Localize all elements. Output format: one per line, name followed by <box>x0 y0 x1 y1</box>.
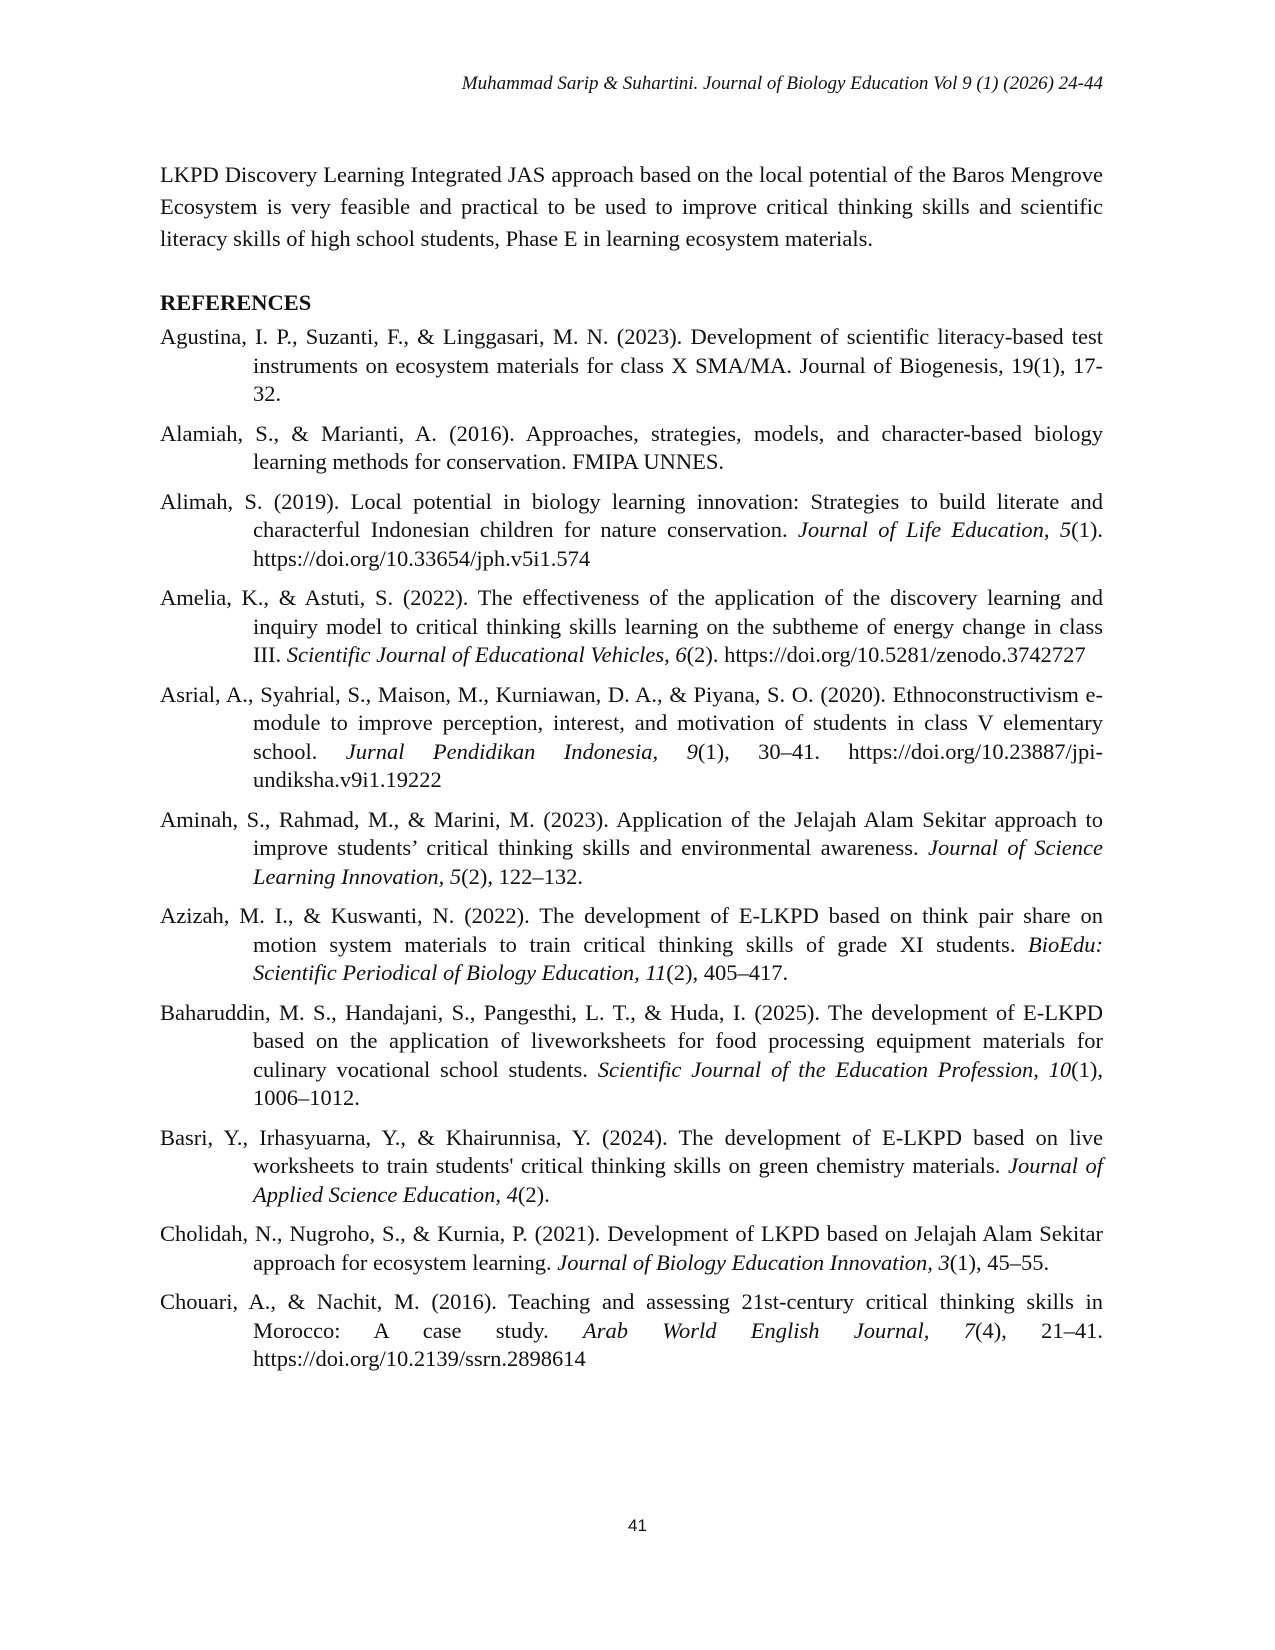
reference-journal: Scientific Journal of the Education Profession, 10 <box>597 1056 1072 1082</box>
reference-text: Amelia, K., & Astuti, S. (2022). The effectiveness of the application of the discovery learning and inquiry model to critical thinking skills learning on the subtheme of energy change in class III. <box>160 585 1103 667</box>
reference-tail: (1), 30–41. https://doi.org/10.23887/jpi-undiksha.v9i1.19222 <box>253 738 1103 792</box>
reference-text: Asrial, A., Syahrial, S., Maison, M., Kurniawan, D. A., & Piyana, S. O. (2020). Ethnoconstructivism e-module to improve perception, interest, and motivation of students in class V elementary school. <box>160 681 1103 764</box>
reference-text: Baharuddin, M. S., Handajani, S., Pangesthi, L. T., & Huda, I. (2025). The development of E-LKPD based on the application of liveworksheets for food processing equipment materials for culinary vocational school students. <box>160 999 1103 1082</box>
running-head: Muhammad Sarip & Suhartini. Journal of Biology Education Vol 9 (1) (2026) 24-44 <box>461 73 1103 94</box>
reference-text: Azizah, M. I., & Kuswanti, N. (2022). The development of E-LKPD based on think pair share on motion system materials to train critical thinking skills of grade XI students. <box>160 903 1103 957</box>
reference-tail: (2), 405–417. <box>666 960 789 985</box>
reference-tail: (4), 21–41. https://doi.org/10.2139/ssrn.2898614 <box>253 1317 1103 1371</box>
reference-text: Agustina, I. P., Suzanti, F., & Linggasari, M. N. (2023). Development of scientific literacy-based test instruments on ecosystem materials for class X SMA/MA. Journal of Biogenesis, 19(1), 17-32. <box>160 324 1103 406</box>
reference-tail: (1). https://doi.org/10.33654/jph.v5i1.574 <box>253 517 1103 571</box>
reference-journal: Journal of Science Learning Innovation, 5 <box>253 835 1103 889</box>
reference-item <box>160 1288 1103 1374</box>
reference-text: Cholidah, N., Nugroho, S., & Kurnia, P. (2021). Development of LKPD based on Jelajah Alam Sekitar approach for ecosystem learning. <box>160 1221 1103 1275</box>
reference-item <box>160 488 1103 574</box>
reference-journal: Jurnal Pendidikan Indonesia, 9 <box>345 738 698 764</box>
reference-journal: Scientific Journal of Educational Vehicles, 6 <box>286 642 687 667</box>
reference-list <box>160 323 1103 1385</box>
reference-tail: (2). https://doi.org/10.5281/zenodo.3742727 <box>686 642 1086 667</box>
reference-item <box>160 584 1103 670</box>
page-number: 41 <box>628 1516 647 1535</box>
references-heading: REFERENCES <box>160 290 312 315</box>
reference-text: Alimah, S. (2019). Local potential in biology learning innovation: Strategies to build literate and characterful Indonesian children for nature conservation. <box>160 488 1103 542</box>
reference-item <box>160 902 1103 988</box>
reference-item <box>160 323 1103 409</box>
reference-item <box>160 999 1103 1113</box>
reference-item <box>160 1220 1103 1277</box>
reference-tail: (2). <box>517 1181 550 1207</box>
reference-journal: BioEdu: Scientific Periodical of Biology Education, 11 <box>253 931 1103 985</box>
reference-item <box>160 681 1103 795</box>
reference-journal: Journal of Biology Education Innovation, 3 <box>557 1249 950 1275</box>
conclusion-paragraph: LKPD Discovery Learning Integrated JAS approach based on the local potential of the Baros Mengrove Ecosystem is very feasible and practical to be used to improve critical thinking skills and scientific literacy skills of high school students, Phase E in learning ecosystem materials. <box>160 162 1103 251</box>
reference-item <box>160 806 1103 892</box>
reference-journal: Journal of Applied Science Education, 4 <box>253 1153 1103 1207</box>
reference-text: Chouari, A., & Nachit, M. (2016). Teaching and assessing 21st-century critical thinking skills in Morocco: A case study. <box>160 1289 1103 1343</box>
reference-item <box>160 420 1103 477</box>
reference-tail: (1), 1006–1012. <box>253 1056 1103 1110</box>
reference-item <box>160 1124 1103 1210</box>
reference-tail: (1), 45–55. <box>949 1249 1050 1275</box>
reference-text: Aminah, S., Rahmad, M., & Marini, M. (2023). Application of the Jelajah Alam Sekitar approach to improve students’ critical thinking skills and environmental awareness. <box>160 806 1103 860</box>
reference-text: Basri, Y., Irhasyuarna, Y., & Khairunnisa, Y. (2024). The development of E-LKPD based on live worksheets to train students' critical thinking skills on green chemistry materials. <box>160 1124 1103 1178</box>
reference-journal: Journal of Life Education, 5 <box>797 517 1072 542</box>
reference-journal: Arab World English Journal, 7 <box>583 1317 975 1343</box>
reference-text: Alamiah, S., & Marianti, A. (2016). Approaches, strategies, models, and character-based biology learning methods for conservation. FMIPA UNNES. <box>160 420 1103 474</box>
reference-tail: (2), 122–132. <box>461 863 583 889</box>
